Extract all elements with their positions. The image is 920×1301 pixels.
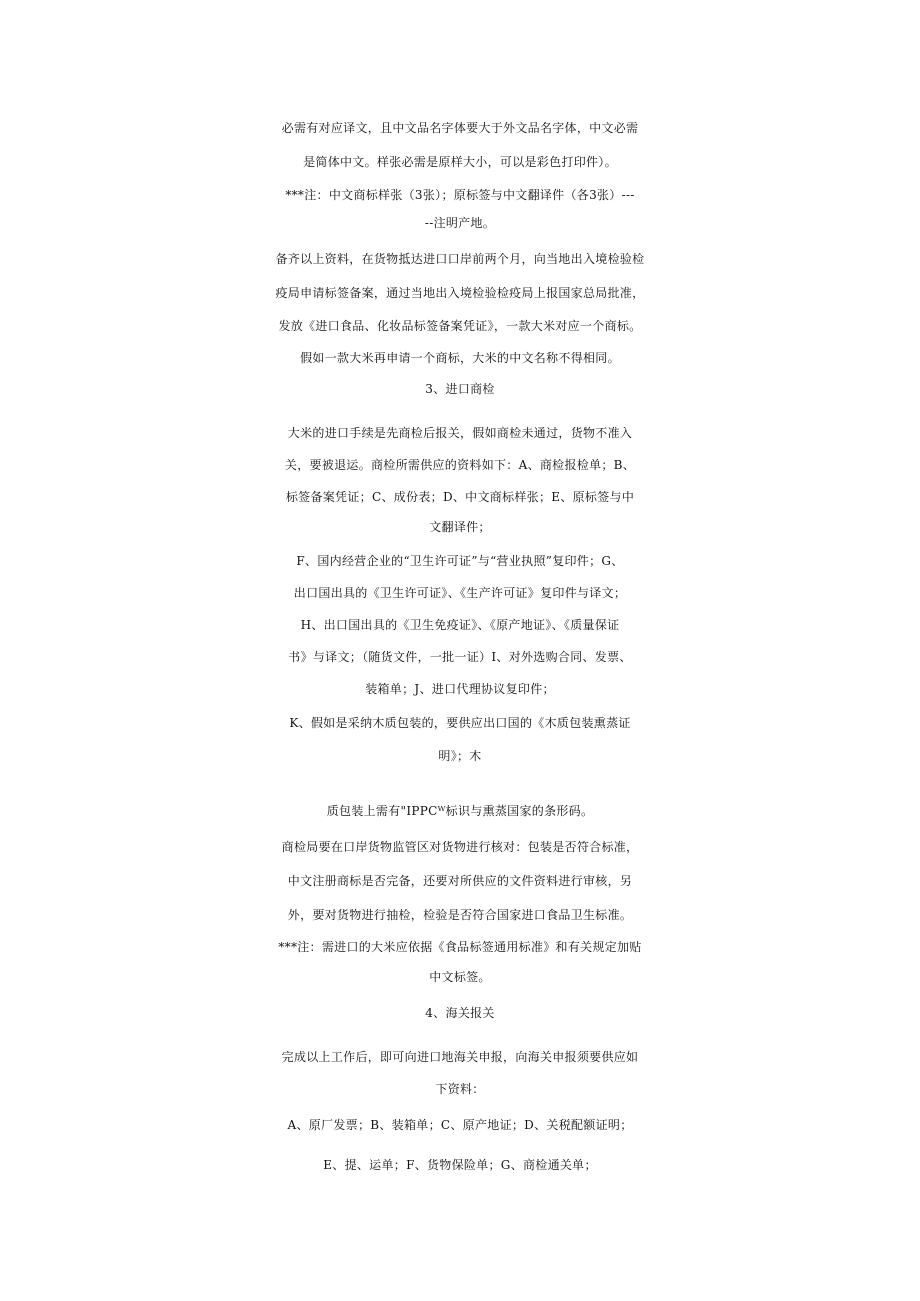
section-heading: 4、海关报关 [425, 1006, 495, 1020]
text-line: 关，要被退运。商检所需供应的资料如下：A、商检报检单；B、 [284, 458, 636, 472]
section-heading: 3、进口商检 [425, 382, 495, 396]
text-line: 完成以上工作后，即可向进口地海关申报，向海关申报须要供应如 [281, 1050, 639, 1064]
text-line: 商检局要在口岸货物监管区对货物进行核对：包装是否符合标准， [281, 840, 639, 854]
text-line: 下资料： [435, 1082, 485, 1096]
text-line: 标签备案凭证；C、成份表；D、中文商标样张；E、原标签与中 [285, 490, 635, 504]
text-line: 出口国出具的《卫生许可证》、《生产许可证》复印件与译文； [293, 586, 627, 600]
text-line: 中文标签。 [429, 970, 491, 984]
text-line: H、出口国出具的《卫生免疫证》、《原产地证》、《质量保证 [300, 618, 620, 632]
text-line: 大米的进口手续是先商检后报关，假如商检未通过，货物不准入 [287, 426, 633, 440]
text-line: 备齐以上资料，在货物抵达进口口岸前两个月，向当地出入境检验检 [275, 252, 645, 266]
text-line: 发放《进口食品、化妆品标签备案凭证》，一款大米对应一个商标。 [278, 319, 642, 333]
text-line: A、原厂发票；B、装箱单；C、原产地证；D、关税配额证明； [287, 1118, 633, 1132]
text-line: F、国内经营企业的“卫生许可证”与“营业执照”复印件；G、 [296, 554, 624, 568]
text-line: 质包装上需有"IPPCᵂ标识与熏蒸国家的条形码。 [326, 804, 594, 818]
text-line: ***注：需进口的大米应依据《食品标签通用标准》和有关规定加贴 [278, 940, 642, 954]
text-line: E、提、运单；F、货物保险单；G、商检通关单； [323, 1158, 597, 1172]
text-line: 书》与译文；（随货文件，一批一证）I、对外选购合同、发票、 [288, 650, 632, 664]
text-line: 中文注册商标是否完备，还要对所供应的文件资料进行审核，另 [287, 874, 633, 888]
text-line: 假如一款大米再申请一个商标，大米的中文名称不得相同。 [300, 351, 620, 365]
text-line: 是简体中文。样张必需是原样大小，可以是彩色打印件）。 [303, 155, 617, 169]
text-line: 文翻译件； [429, 520, 491, 534]
text-line: ***注：中文商标样张（3张）；原标签与中文翻译件（各3张）--- [285, 188, 635, 202]
text-line: 外，要对货物进行抽检，检验是否符合国家进口食品卫生标准。 [287, 908, 633, 922]
text-line: --注明产地。 [424, 216, 496, 230]
text-line: 装箱单；J、进口代理协议复印件； [365, 682, 555, 696]
text-line: 必需有对应译文，且中文品名字体要大于外文品名字体，中文必需 [281, 121, 639, 135]
text-line: 明》；木 [438, 749, 482, 763]
text-line: 疫局申请标签备案，通过当地出入境检验检疫局上报国家总局批准， [275, 286, 645, 300]
text-line: K、假如是采纳木质包装的，要供应出口国的《木质包装熏蒸证 [289, 716, 631, 730]
